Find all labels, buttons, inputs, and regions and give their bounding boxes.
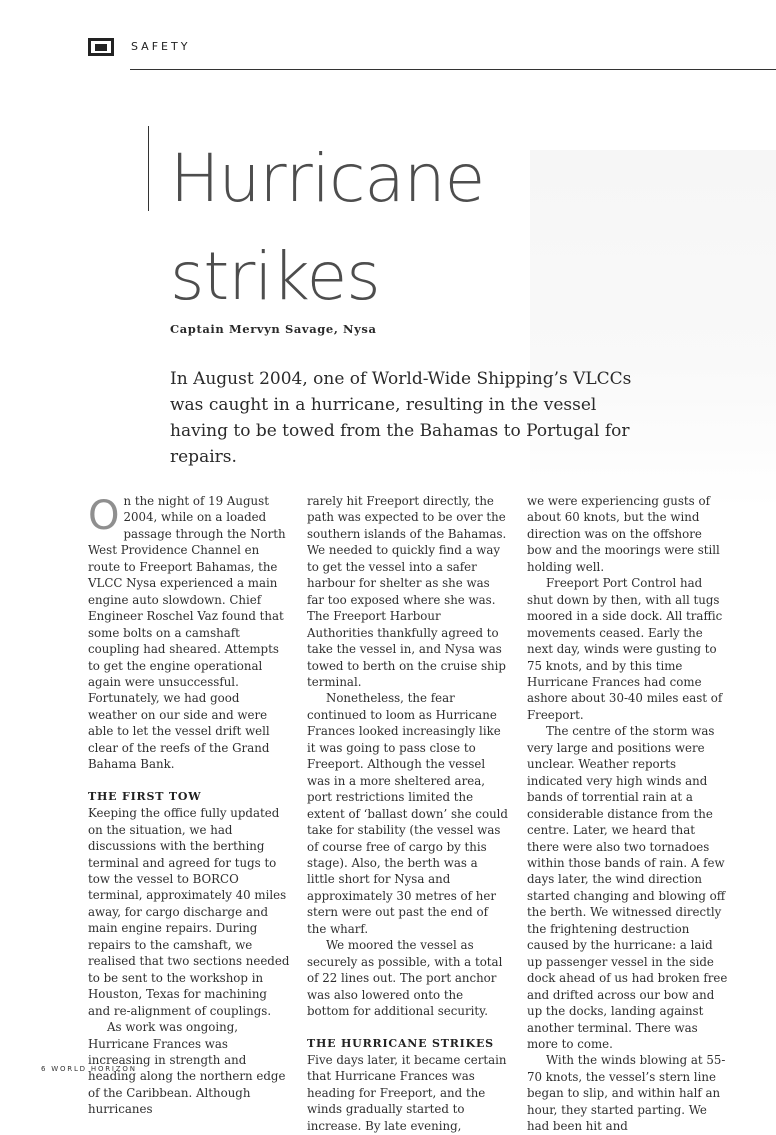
- column-2: [307, 493, 509, 1134]
- title-bar: [148, 126, 149, 211]
- subheading-hurricane-strikes: THE HURRICANE STRIKES: [307, 1036, 494, 1050]
- paragraph: With the winds blowing at 55-70 knots, the vessel’s stern line began to slip, and within half an hour, they started parting. We had been hit and: [527, 1053, 726, 1134]
- title-line-1: Hurricane: [170, 140, 485, 217]
- standfirst: In August 2004, one of World-Wide Shipping’s VLCCs was caught in a hurricane, resulting in the vessel having to be towed from the Bahamas to Portugal for repairs.: [170, 369, 632, 467]
- column-3: [527, 493, 729, 1135]
- paragraph: Five days later, it became certain that Hurricane Frances was heading for Freeport, and the winds gradually started to increase. By late evening,: [307, 1052, 507, 1133]
- paragraph-text: n the night of 19 August 2004, while on a loaded passage through the North West Providence Channel en route to Freeport Bahamas, the VLCC Nysa experienced a main engine auto slowdown. Chief Engineer Roschel Vaz found that some bolts on a camshaft coupling had sheared. Attempts to get the engine operational again were unsuccessful. Fortunately, we had good weather on our side and were able to let the vessel drift well clear of the reefs of the Grand Bahama Bank.: [88, 494, 286, 772]
- paragraph: As work was ongoing, Hurricane Frances was increasing in strength and heading along the northern edge of the Caribbean. Although hurricanes: [88, 1020, 286, 1117]
- intro-paragraph: [88, 493, 290, 773]
- paragraph: Keeping the office fully updated on the situation, we had discussions with the berthing terminal and agreed for tugs to tow the vessel to BORCO terminal, approximately 40 miles away, for cargo discharge and main engine repairs. During repairs to the camshaft, we realised that two sections needed to be sent to the workshop in Houston, Texas for machining and re-alignment of couplings.: [88, 806, 290, 1018]
- subheading-first-tow: THE FIRST TOW: [88, 789, 202, 803]
- paragraph: We moored the vessel as securely as possible, with a total of 22 lines out. The port anchor was also lowered onto the bottom for additional security.: [307, 938, 503, 1019]
- paragraph: Freeport Port Control had shut down by then, with all tugs moored in a side dock. All traffic movements ceased. Early the next day, winds were gusting to 75 knots, and by this time Hurricane Frances had come ashore about 30-40 miles east of Freeport.: [527, 576, 723, 722]
- drop-cap: O: [88, 493, 120, 539]
- article-title: [170, 130, 484, 326]
- page-folio: 6 WORLD HORIZON: [41, 1065, 137, 1073]
- title-line-2: strikes: [170, 238, 380, 315]
- paragraph: The centre of the storm was very large and positions were unclear. Weather reports indicated very high winds and bands of torrential rain at a considerable distance from the centre. Later, we heard that there were also two tornadoes within those bands of rain. A few days later, the wind direction started changing and blowing off the berth. We witnessed directly the frightening destruction caused by the hurricane: a laid up passenger vessel in the side dock ahead of us had broken free and drifted across our bow and up the docks, landing against another terminal. There was more to come.: [527, 724, 728, 1051]
- column-1: [88, 493, 290, 1118]
- paragraph: rarely hit Freeport directly, the path was expected to be over the southern islands of the Bahamas. We needed to quickly find a way to get the vessel into a safer harbour for shelter as she was far too exposed where she was. The Freeport Harbour Authorities thankfully agreed to take the vessel in, and Nysa was towed to berth on the cruise ship terminal.: [307, 494, 507, 689]
- section-label: SAFETY: [131, 40, 191, 53]
- paragraph: we were experiencing gusts of about 60 knots, but the wind direction was on the offshore bow and the moorings were still holding well.: [527, 494, 720, 574]
- byline: Captain Mervyn Savage, Nysa: [170, 322, 377, 336]
- magazine-logo-icon: [88, 38, 114, 56]
- paragraph: Nonetheless, the fear continued to loom as Hurricane Frances looked increasingly like it was going to pass close to Freeport. Although the vessel was in a more sheltered area, port restrictions limited the extent of ‘ballast down’ she could take for stability (the vessel was of course free of cargo by this stage). Also, the berth was a little short for Nysa and approximately 30 metres of her stern were out past the end of the wharf.: [307, 691, 508, 936]
- header-rule: [130, 69, 776, 70]
